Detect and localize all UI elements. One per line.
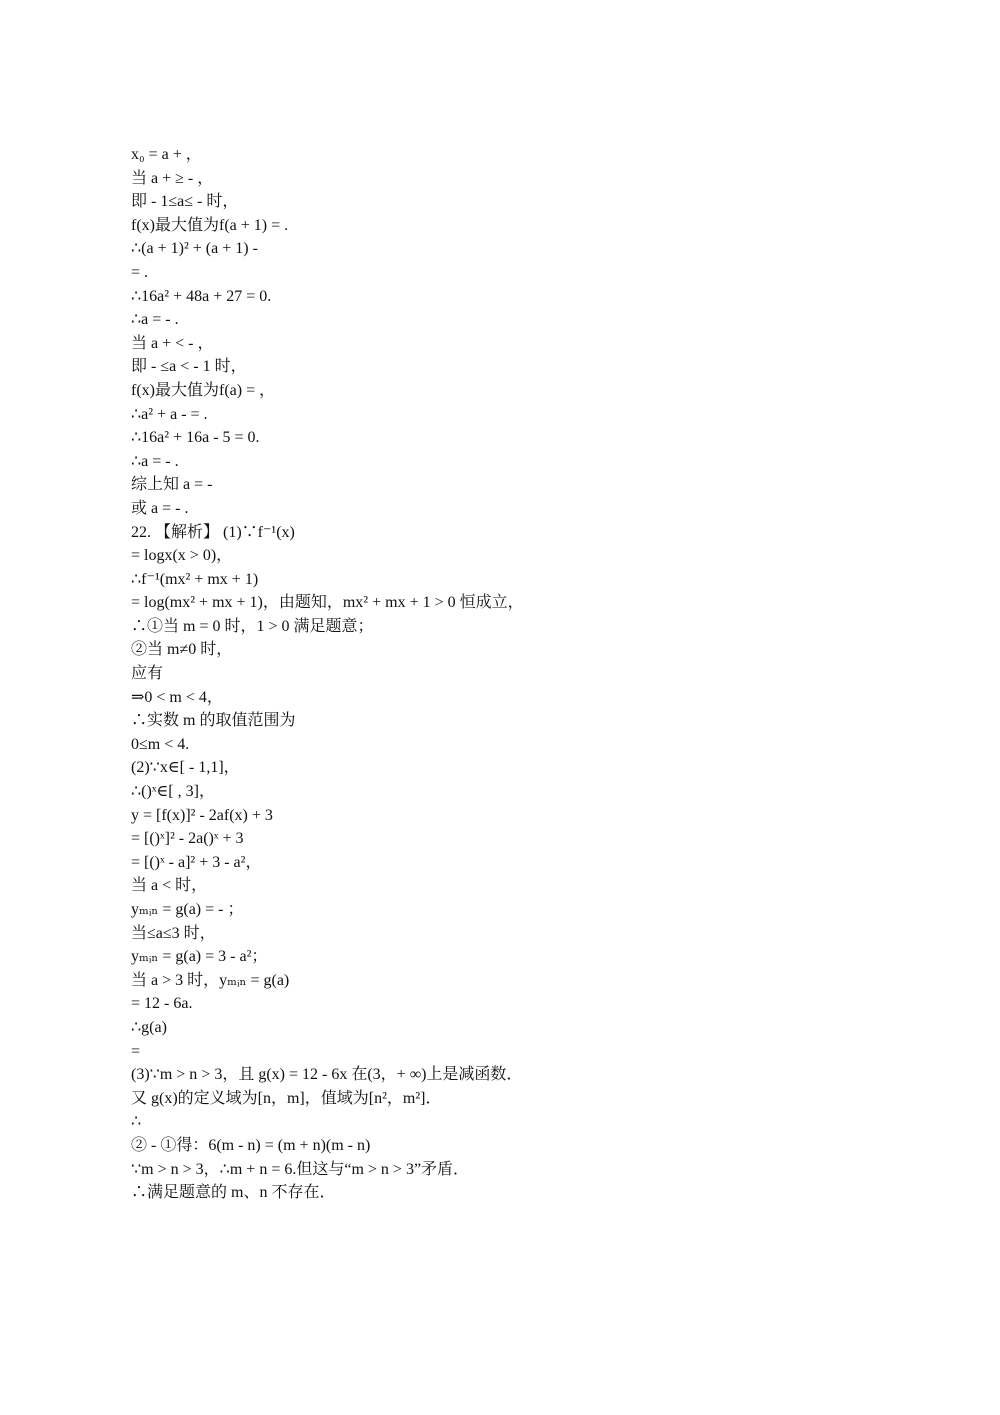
text-line: 又 g(x)的定义域为[n，m]，值域为[n²，m²]． <box>131 1089 442 1107</box>
text-line: 当 a + < - ， <box>131 334 214 352</box>
text-line: 即 - ≤a < - 1 时， <box>131 358 247 376</box>
text-line: 或 a = - . <box>131 499 189 517</box>
text-line: yₘᵢₙ = g(a) = 3 - a²； <box>131 948 268 966</box>
text-line: (3)∵m > n > 3，且 g(x) = 12 - 6x 在(3，+ ∞)上是减函数． <box>131 1066 523 1084</box>
text-line: ∴ <box>131 1113 142 1131</box>
text-line: yₘᵢₙ = g(a) = - ； <box>131 901 244 918</box>
text-line: ∴a = - . <box>131 311 179 329</box>
text-line: = logx(x > 0)， <box>131 547 233 565</box>
text-line: 应有 <box>131 665 164 683</box>
text-line: ∴()ˣ∈[ , 3]， <box>131 783 215 801</box>
text-line: ⇒0 < m < 4， <box>131 688 223 706</box>
text-line: ∴16a² + 48a + 27 = 0. <box>131 287 272 305</box>
text-line: y = [f(x)]² - 2af(x) + 3 <box>131 806 273 824</box>
text-line: 当≤a≤3 时， <box>131 924 216 942</box>
text-line: 0≤m < 4. <box>131 735 190 753</box>
text-line: ∴16a² + 16a - 5 = 0. <box>131 429 260 447</box>
text-line: ∴a² + a - = . <box>131 405 208 423</box>
text-line: 22. 【解析】 (1)∵f⁻¹(x) <box>131 523 295 541</box>
text-line: 当 a + ≥ - ， <box>131 169 214 187</box>
text-line: ②当 m≠0 时， <box>131 641 233 659</box>
text-line: = 12 - 6a. <box>131 995 193 1013</box>
text-line: ∵m > n > 3，∴m + n = 6.但这与“m > n > 3”矛盾． <box>131 1160 470 1178</box>
text-line: = log(mx² + mx + 1)，由题知，mx² + mx + 1 > 0 恒成立， <box>131 594 524 612</box>
text-line: 即 - 1≤a≤ - 时， <box>131 193 239 211</box>
text-line: 当 a > 3 时，yₘᵢₙ = g(a) <box>131 971 290 989</box>
text-line: 当 a < 时， <box>131 877 208 895</box>
text-line: ② - ①得：6(m - n) = (m + n)(m - n) <box>131 1136 371 1154</box>
text-line: = [()ˣ]² - 2a()ˣ + 3 <box>131 830 244 848</box>
text-line: = <box>131 1042 141 1060</box>
text-line: f(x)最大值为f(a + 1) = . <box>131 216 289 234</box>
solution-text <box>131 143 931 1205</box>
text-line: ∴a = - . <box>131 452 179 470</box>
text-line: 综上知 a = - <box>131 476 213 494</box>
text-line: f(x)最大值为f(a) = ， <box>131 381 276 399</box>
text-line: x₀ = a + ， <box>131 146 202 163</box>
text-line: ∴f⁻¹(mx² + mx + 1) <box>131 570 259 588</box>
text-line: ∴(a + 1)² + (a + 1) - <box>131 240 258 258</box>
text-line: ∴实数 m 的取值范围为 <box>131 712 296 730</box>
text-line: ∴g(a) <box>131 1018 167 1036</box>
text-line: = . <box>131 263 149 281</box>
text-line: = [()ˣ - a]² + 3 - a²， <box>131 853 262 871</box>
text-line: ∴①当 m = 0 时，1 > 0 满足题意； <box>131 617 374 635</box>
text-line: ∴满足题意的 m、n 不存在． <box>131 1184 336 1202</box>
text-line: (2)∵x∈[ - 1,1]， <box>131 759 240 777</box>
